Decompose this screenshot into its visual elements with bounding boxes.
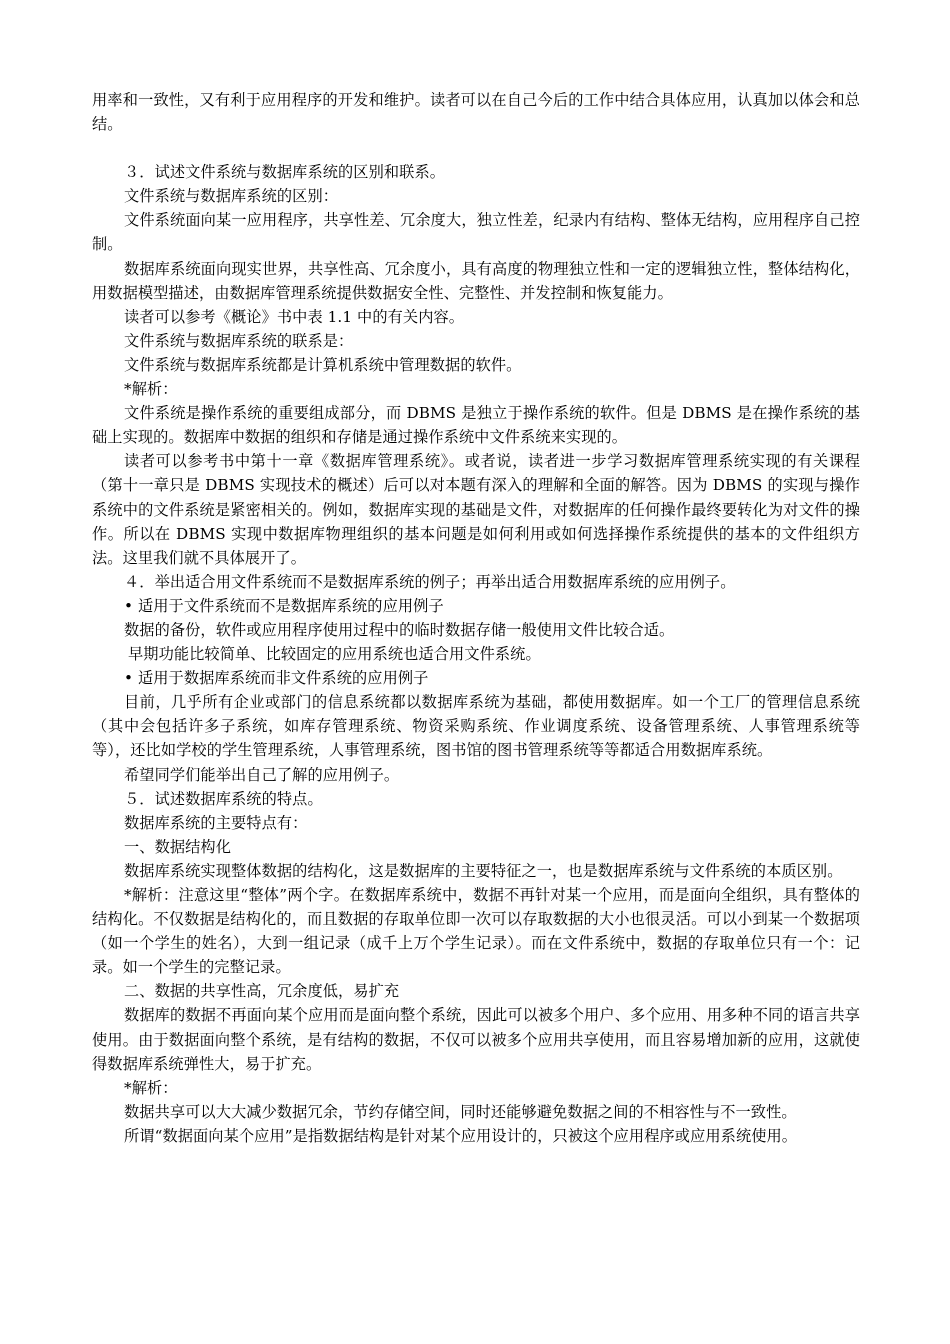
analysis-label: *解析： — [124, 1078, 178, 1097]
paragraph: 文件系统与数据库系统的区别： — [124, 187, 339, 206]
paragraph: 读者可以参考《概论》书中表 1.1 中的有关内容。 — [124, 307, 465, 326]
section-heading: 一、数据结构化 — [124, 837, 232, 856]
document-body — [92, 88, 860, 1148]
paragraph: 早期功能比较简单、比较固定的应用系统也适合用文件系统。 — [128, 645, 541, 664]
paragraph: 所谓“数据面向某个应用”是指数据结构是针对某个应用设计的，只被这个应用程序或应用系统使用。 — [124, 1126, 798, 1145]
paragraph: 文件系统面向某一应用程序，共享性差、冗余度大，独立性差，纪录内有结构、整体无结构，应用程序自己控制。 — [92, 211, 860, 254]
question-4-heading: ４．举出适合用文件系统而不是数据库系统的例子；再举出适合用数据库系统的应用例子。 — [124, 572, 736, 591]
paragraph: 数据共享可以大大减少数据冗余，节约存储空间，同时还能够避免数据之间的不相容性与不一致性。 — [124, 1102, 797, 1121]
analysis-paragraph: *解析：注意这里“整体”两个字。在数据库系统中，数据不再针对某一个应用，而是面向全组织，具有整体的结构化。不仅数据是结构化的，而且数据的存取单位即一次可以存取数据的大小也很灵活。可以小到某一个数据项（如一个学生的姓名），大到一组记录（成千上万个学生记录）。而在文件系统中，数据的存取单位只有一个：记录。如一个学生的完整记录。 — [92, 886, 860, 977]
paragraph: 数据库系统的主要特点有： — [124, 813, 308, 832]
paragraph: 数据库系统实现整体数据的结构化，这是数据库的主要特征之一，也是数据库系统与文件系统的本质区别。 — [124, 861, 843, 880]
paragraph: 数据库系统面向现实世界，共享性高、冗余度小，具有高度的物理独立性和一定的逻辑独立性，整体结构化，用数据模型描述，由数据库管理系统提供数据安全性、完整性、并发控制和恢复能力。 — [92, 259, 860, 302]
paragraph: 希望同学们能举出自己了解的应用例子。 — [124, 765, 400, 784]
paragraph-continuation: 用率和一致性，又有利于应用程序的开发和维护。读者可以在自己今后的工作中结合具体应用，认真加以体会和总结。 — [92, 91, 860, 134]
bullet-item: • 适用于数据库系统而非文件系统的应用例子 — [124, 669, 429, 688]
paragraph: 读者可以参考书中第十一章《数据库管理系统》。或者说，读者进一步学习数据库管理系统实现的有关课程（第十一章只是 DBMS 实现技术的概述）后可以对本题有深入的理解和全面的解答。因为 DBMS 的实现与操作系统中的文件系统是紧密相关的。例如，数据库实现的基础是文件，对数据库的任何操作最终要转化为对文件的操作。所以在 DBMS 实现中数据库物理组织的基本问题是如何利用或如何选择操作系统提供的基本的文件组织方法。这里我们就不具体展开了。 — [92, 452, 860, 567]
paragraph: 目前，几乎所有企业或部门的信息系统都以数据库系统为基础，都使用数据库。如一个工厂的管理信息系统（其中会包括许多子系统，如库存管理系统、物资采购系统、作业调度系统、设备管理系统、人事管理系统等等），还比如学校的学生管理系统，人事管理系统，图书馆的图书管理系统等等都适合用数据库系统。 — [92, 693, 860, 760]
question-3-heading: ３．试述文件系统与数据库系统的区别和联系。 — [124, 163, 446, 182]
bullet-item: • 适用于文件系统而不是数据库系统的应用例子 — [124, 596, 444, 615]
analysis-label: *解析： — [124, 380, 178, 399]
section-heading: 二、数据的共享性高，冗余度低，易扩充 — [124, 982, 400, 1001]
paragraph: 文件系统与数据库系统都是计算机系统中管理数据的软件。 — [124, 355, 522, 374]
paragraph: 文件系统与数据库系统的联系是： — [124, 331, 354, 350]
paragraph: 数据的备份，软件或应用程序使用过程中的临时数据存储一般使用文件比较合适。 — [124, 620, 675, 639]
question-5-heading: ５．试述数据库系统的特点。 — [124, 789, 323, 808]
paragraph: 文件系统是操作系统的重要组成部分，而 DBMS 是独立于操作系统的软件。但是 DBMS 是在操作系统的基础上实现的。数据库中数据的组织和存储是通过操作系统中文件系统来实现的。 — [92, 404, 860, 447]
paragraph: 数据库的数据不再面向某个应用而是面向整个系统，因此可以被多个用户、多个应用、用多种不同的语言共享使用。由于数据面向整个系统，是有结构的数据，不仅可以被多个应用共享使用，而且容易增加新的应用，这就使得数据库系统弹性大，易于扩充。 — [92, 1006, 860, 1073]
